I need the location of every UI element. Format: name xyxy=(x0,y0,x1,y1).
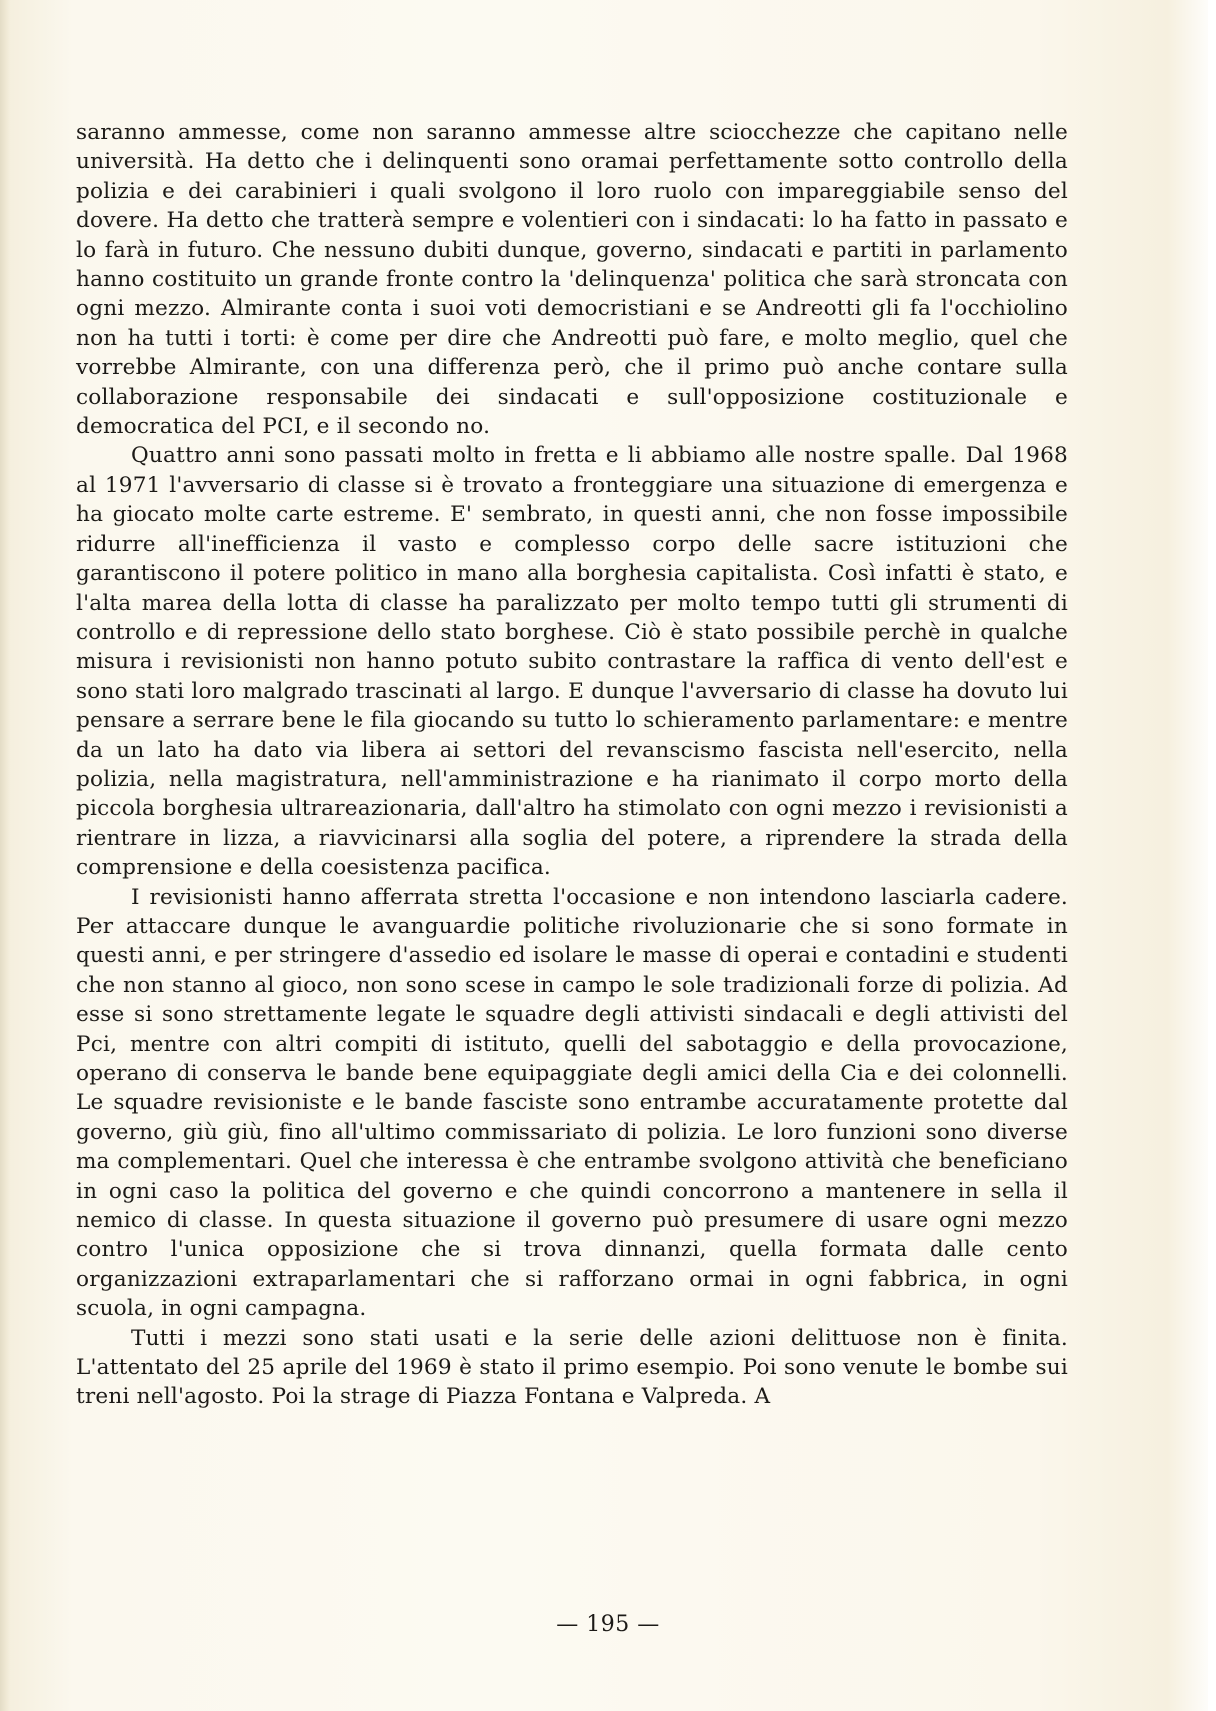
paragraph: Quattro anni sono passati molto in fretta e li abbiamo alle nostre spalle. Dal 1968 al 1971 l'avversario di classe si è trovato a fronteggiare una situazione di emergenza e ha giocato molte carte estreme. E' sembrato, in questi anni, che non fosse impossibile ridurre all'inefficienza il vasto e complesso corpo delle sacre istituzioni che garantiscono il potere politico in mano alla borghesia capitalista. Così infatti è stato, e l'alta marea della lotta di classe ha paralizzato per molto tempo tutti gli strumenti di controllo e di repressione dello stato borghese. Ciò è stato possibile perchè in qualche misura i revisionisti non hanno potuto subito contrastare la raffica di vento dell'est e sono stati loro malgrado trascinati al largo. E dunque l'avversario di classe ha dovuto lui pensare a serrare bene le fila giocando su tutto lo schieramento parlamentare: e mentre da un lato ha dato via libera ai settori del revanscismo fascista nell'esercito, nella polizia, nella magistratura, nell'amministrazione e ha rianimato il corpo morto della piccola borghesia ultrareazionaria, dall'altro ha stimolato con ogni mezzo i revisionisti a rientrare in lizza, a riavvicinarsi alla soglia del potere, a riprendere la strada della comprensione e della coesistenza pacifica. xyxy=(76,443,1068,881)
page-edge-shadow xyxy=(0,0,10,1711)
body-text xyxy=(76,118,1068,1412)
paragraph: saranno ammesse, come non saranno ammesse altre sciocchezze che capitano nelle università. Ha detto che i delinquenti sono oramai perfettamente sotto controllo della polizia e dei carabinieri i quali svolgono il loro ruolo con impareggiabile senso del dovere. Ha detto che tratterà sempre e volentieri con i sindacati: lo ha fatto in passato e lo farà in futuro. Che nessuno dubiti dunque, governo, sindacati e partiti in parlamento hanno costituito un grande fronte contro la 'delinquenza' politica che sarà stroncata con ogni mezzo. Almirante conta i suoi voti democristiani e se Andreotti gli fa l'occhiolino non ha tutti i torti: è come per dire che Andreotti può fare, e molto meglio, quel che vorrebbe Almirante, con una differenza però, che il primo può anche contare sulla collaborazione responsabile dei sindacati e sull'opposizione costituzionale e democratica del PCI, e il secondo no. xyxy=(76,120,1068,440)
paragraph: Tutti i mezzi sono stati usati e la serie delle azioni delittuose non è finita. L'attentato del 25 aprile del 1969 è stato il primo esempio. Poi sono venute le bombe sui treni nell'agosto. Poi la strage di Piazza Fontana e Valpreda. A xyxy=(76,1325,1068,1410)
page-number: — 195 — xyxy=(556,1612,660,1637)
paragraph: I revisionisti hanno afferrata stretta l'occasione e non intendono lasciarla cadere. Per attaccare dunque le avanguardie politiche rivoluzionarie che si sono formate in questi anni, e per stringere d'assedio ed isolare le masse di operai e contadini e studenti che non stanno al gioco, non sono scese in campo le sole tradizionali forze di polizia. Ad esse si sono strettamente legate le squadre degli attivisti sindacali e degli attivisti del Pci, mentre con altri compiti di istituto, quelli del sabotaggio e della provocazione, operano di conserva le bande bene equipaggiate degli amici della Cia e dei colonnelli. Le squadre revisioniste e le bande fasciste sono entrambe accuratamente protette dal governo, giù giù, fino all'ultimo commissariato di polizia. Le loro funzioni sono diverse ma complementari. Quel che interessa è che entrambe svolgono attività che beneficiano in ogni caso la politica del governo e che quindi concorrono a mantenere in sella il nemico di classe. In questa situazione il governo può presumere di usare ogni mezzo contro l'unica opposizione che si trova dinnanzi, quella formata dalle cento organizzazioni extraparlamentari che si rafforzano ormai in ogni fabbrica, in ogni scuola, in ogni campagna. xyxy=(76,884,1068,1322)
scan-right-margin xyxy=(1208,0,1216,1711)
